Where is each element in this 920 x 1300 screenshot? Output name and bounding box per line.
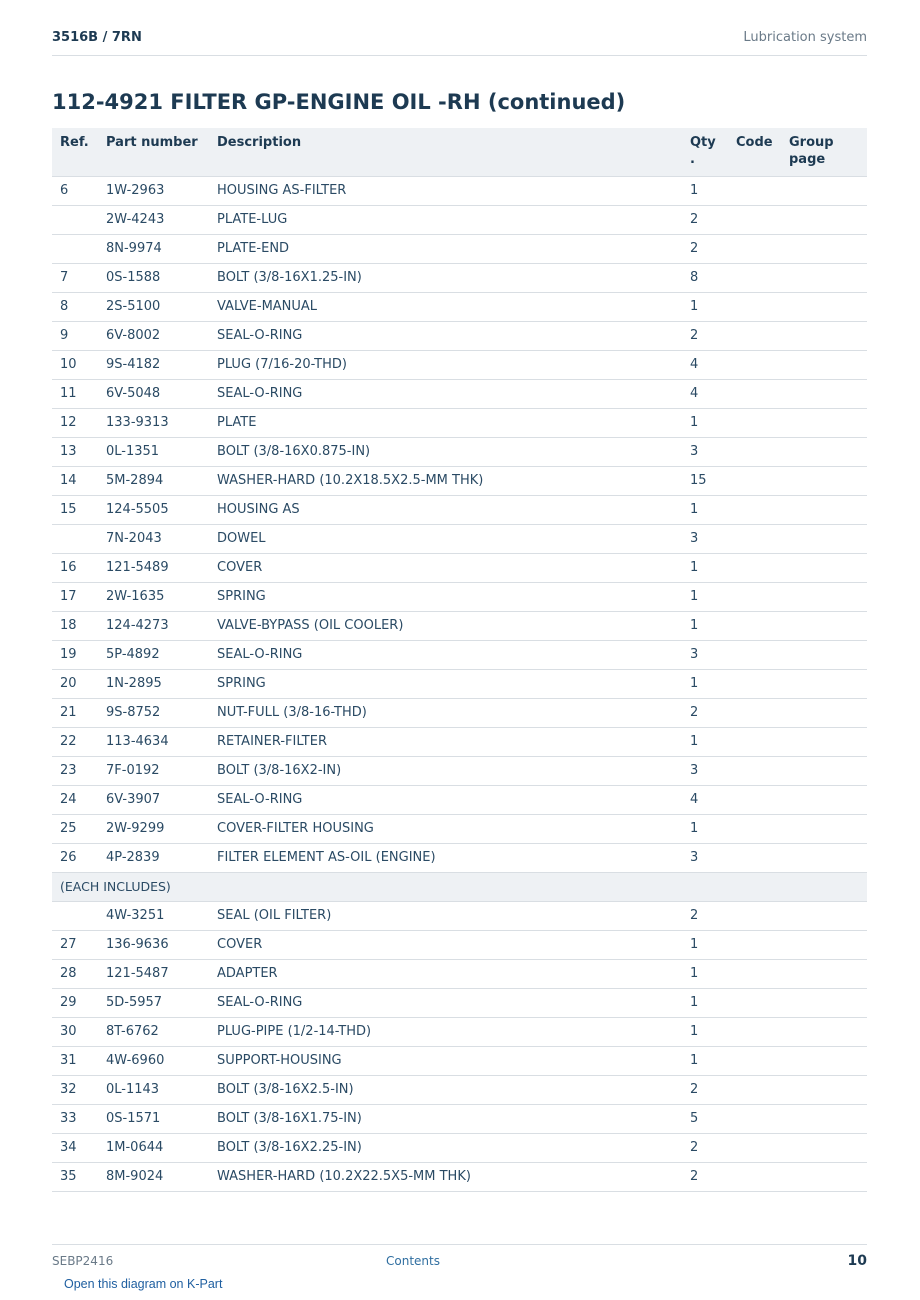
description-cell: PLATE-END: [209, 234, 682, 263]
ref-cell: 24: [52, 785, 98, 814]
qty-cell: 1: [682, 553, 728, 582]
qty-cell: 2: [682, 698, 728, 727]
description-cell: DOWEL: [209, 524, 682, 553]
group-page-cell: [781, 379, 867, 408]
description-cell: SPRING: [209, 669, 682, 698]
table-note-row: [52, 872, 867, 901]
code-cell: [728, 1075, 781, 1104]
ref-cell: [52, 205, 98, 234]
code-cell: [728, 698, 781, 727]
table-row: [52, 901, 867, 930]
code-cell: [728, 1046, 781, 1075]
ref-cell: 9: [52, 321, 98, 350]
group-page-cell: [781, 234, 867, 263]
group-page-cell: [781, 1046, 867, 1075]
code-cell: [728, 379, 781, 408]
group-page-cell: [781, 785, 867, 814]
group-page-cell: [781, 524, 867, 553]
code-cell: [728, 234, 781, 263]
ref-cell: 11: [52, 379, 98, 408]
code-cell: [728, 553, 781, 582]
table-row: [52, 263, 867, 292]
group-page-cell: [781, 495, 867, 524]
table-row: [52, 524, 867, 553]
code-cell: [728, 611, 781, 640]
ref-cell: 13: [52, 437, 98, 466]
ref-cell: 28: [52, 959, 98, 988]
description-cell: SEAL (OIL FILTER): [209, 901, 682, 930]
ref-cell: 19: [52, 640, 98, 669]
ref-cell: 23: [52, 756, 98, 785]
group-page-cell: [781, 843, 867, 872]
table-row: [52, 640, 867, 669]
code-cell: [728, 205, 781, 234]
ref-cell: 17: [52, 582, 98, 611]
group-page-cell: [781, 814, 867, 843]
table-header-row: [52, 128, 867, 176]
qty-cell: 8: [682, 263, 728, 292]
description-cell: BOLT (3/8-16X1.25-IN): [209, 263, 682, 292]
part-number-cell: 9S-8752: [98, 698, 209, 727]
group-page-cell: [781, 669, 867, 698]
group-page-cell: [781, 292, 867, 321]
ref-cell: 33: [52, 1104, 98, 1133]
qty-cell: 15: [682, 466, 728, 495]
description-cell: SEAL-O-RING: [209, 321, 682, 350]
table-row: [52, 582, 867, 611]
table-row: [52, 379, 867, 408]
group-page-cell: [781, 176, 867, 205]
group-page-cell: [781, 611, 867, 640]
col-header-part-number: Part number: [98, 128, 209, 176]
ref-cell: [52, 901, 98, 930]
qty-cell: 1: [682, 727, 728, 756]
code-cell: [728, 843, 781, 872]
code-cell: [728, 408, 781, 437]
code-cell: [728, 292, 781, 321]
ref-cell: 12: [52, 408, 98, 437]
group-page-cell: [781, 321, 867, 350]
ref-cell: 20: [52, 669, 98, 698]
part-number-cell: 113-4634: [98, 727, 209, 756]
qty-cell: 2: [682, 234, 728, 263]
part-number-cell: 6V-3907: [98, 785, 209, 814]
parts-table: [52, 128, 867, 1192]
model-label: 3516B / 7RN: [52, 30, 142, 45]
part-number-cell: 121-5489: [98, 553, 209, 582]
group-page-cell: [781, 263, 867, 292]
part-number-cell: 5M-2894: [98, 466, 209, 495]
description-cell: PLATE-LUG: [209, 205, 682, 234]
code-cell: [728, 321, 781, 350]
group-page-cell: [781, 1162, 867, 1191]
qty-cell: 1: [682, 611, 728, 640]
description-cell: BOLT (3/8-16X0.875-IN): [209, 437, 682, 466]
part-number-cell: 8N-9974: [98, 234, 209, 263]
title-suffix: (continued): [480, 90, 626, 114]
qty-cell: 3: [682, 756, 728, 785]
code-cell: [728, 727, 781, 756]
qty-cell: 1: [682, 930, 728, 959]
description-cell: NUT-FULL (3/8-16-THD): [209, 698, 682, 727]
group-page-cell: [781, 205, 867, 234]
ref-cell: 15: [52, 495, 98, 524]
ref-cell: 25: [52, 814, 98, 843]
kpart-diagram-link[interactable]: Open this diagram on K-Part: [64, 1277, 223, 1291]
table-row: [52, 1133, 867, 1162]
ref-cell: 32: [52, 1075, 98, 1104]
code-cell: [728, 263, 781, 292]
part-number-cell: 1W-2963: [98, 176, 209, 205]
code-cell: [728, 959, 781, 988]
table-row: [52, 437, 867, 466]
part-number-cell: 2W-1635: [98, 582, 209, 611]
qty-cell: 4: [682, 785, 728, 814]
part-number-cell: 0S-1588: [98, 263, 209, 292]
part-number-cell: 2W-9299: [98, 814, 209, 843]
description-cell: SEAL-O-RING: [209, 379, 682, 408]
description-cell: HOUSING AS: [209, 495, 682, 524]
table-row: [52, 176, 867, 205]
description-cell: PLUG-PIPE (1/2-14-THD): [209, 1017, 682, 1046]
part-number-cell: 0L-1143: [98, 1075, 209, 1104]
ref-cell: 7: [52, 263, 98, 292]
table-row: [52, 843, 867, 872]
part-number-cell: 8T-6762: [98, 1017, 209, 1046]
part-number-cell: 2W-4243: [98, 205, 209, 234]
description-cell: WASHER-HARD (10.2X22.5X5-MM THK): [209, 1162, 682, 1191]
group-page-cell: [781, 756, 867, 785]
qty-cell: 1: [682, 495, 728, 524]
table-row: [52, 988, 867, 1017]
ref-cell: 26: [52, 843, 98, 872]
code-cell: [728, 901, 781, 930]
qty-cell: 1: [682, 669, 728, 698]
ref-cell: 14: [52, 466, 98, 495]
code-cell: [728, 785, 781, 814]
table-row: [52, 1075, 867, 1104]
group-page-cell: [781, 698, 867, 727]
group-page-cell: [781, 1104, 867, 1133]
description-cell: VALVE-MANUAL: [209, 292, 682, 321]
table-row: [52, 669, 867, 698]
description-cell: COVER: [209, 930, 682, 959]
group-page-cell: [781, 1075, 867, 1104]
group-page-cell: [781, 466, 867, 495]
page-number: 10: [847, 1253, 867, 1269]
code-cell: [728, 1133, 781, 1162]
page-footer: [52, 1244, 867, 1274]
description-cell: COVER: [209, 553, 682, 582]
ref-cell: 6: [52, 176, 98, 205]
table-row: [52, 1046, 867, 1075]
group-page-cell: [781, 553, 867, 582]
code-cell: [728, 524, 781, 553]
section-label: Lubrication system: [743, 30, 867, 45]
description-cell: PLUG (7/16-20-THD): [209, 350, 682, 379]
part-number-cell: 7N-2043: [98, 524, 209, 553]
description-cell: SPRING: [209, 582, 682, 611]
code-cell: [728, 350, 781, 379]
code-cell: [728, 437, 781, 466]
table-row: [52, 698, 867, 727]
description-cell: VALVE-BYPASS (OIL COOLER): [209, 611, 682, 640]
part-number-cell: 4W-3251: [98, 901, 209, 930]
table-row: [52, 495, 867, 524]
code-cell: [728, 582, 781, 611]
table-row: [52, 234, 867, 263]
table-row: [52, 553, 867, 582]
table-row: [52, 785, 867, 814]
qty-cell: 2: [682, 205, 728, 234]
table-row: [52, 756, 867, 785]
part-number-cell: 6V-5048: [98, 379, 209, 408]
qty-cell: 2: [682, 1133, 728, 1162]
part-number-cell: 2S-5100: [98, 292, 209, 321]
qty-cell: 5: [682, 1104, 728, 1133]
qty-cell: 2: [682, 901, 728, 930]
qty-cell: 4: [682, 350, 728, 379]
part-number-cell: 5D-5957: [98, 988, 209, 1017]
part-number-cell: 1N-2895: [98, 669, 209, 698]
ref-cell: [52, 234, 98, 263]
code-cell: [728, 988, 781, 1017]
description-cell: SEAL-O-RING: [209, 785, 682, 814]
code-cell: [728, 466, 781, 495]
qty-cell: 4: [682, 379, 728, 408]
group-page-cell: [781, 1133, 867, 1162]
part-number-cell: 124-5505: [98, 495, 209, 524]
col-header-qty: Qty .: [682, 128, 728, 176]
table-row: [52, 1104, 867, 1133]
ref-cell: 35: [52, 1162, 98, 1191]
code-cell: [728, 756, 781, 785]
ref-cell: 21: [52, 698, 98, 727]
ref-cell: 34: [52, 1133, 98, 1162]
group-page-cell: [781, 930, 867, 959]
part-number-cell: 5P-4892: [98, 640, 209, 669]
description-cell: RETAINER-FILTER: [209, 727, 682, 756]
part-number-cell: 9S-4182: [98, 350, 209, 379]
code-cell: [728, 1104, 781, 1133]
group-page-cell: [781, 408, 867, 437]
col-header-ref: Ref.: [52, 128, 98, 176]
qty-cell: 1: [682, 176, 728, 205]
part-number-cell: 136-9636: [98, 930, 209, 959]
description-cell: SUPPORT-HOUSING: [209, 1046, 682, 1075]
description-cell: PLATE: [209, 408, 682, 437]
table-row: [52, 1017, 867, 1046]
group-page-cell: [781, 582, 867, 611]
description-cell: BOLT (3/8-16X2.25-IN): [209, 1133, 682, 1162]
qty-cell: 1: [682, 408, 728, 437]
part-number-cell: 4P-2839: [98, 843, 209, 872]
ref-cell: 16: [52, 553, 98, 582]
ref-cell: 10: [52, 350, 98, 379]
description-cell: FILTER ELEMENT AS-OIL (ENGINE): [209, 843, 682, 872]
note-cell: (EACH INCLUDES): [52, 872, 867, 901]
code-cell: [728, 640, 781, 669]
code-cell: [728, 814, 781, 843]
qty-cell: 1: [682, 988, 728, 1017]
table-row: [52, 466, 867, 495]
part-number-cell: 7F-0192: [98, 756, 209, 785]
group-page-cell: [781, 727, 867, 756]
qty-cell: 3: [682, 437, 728, 466]
group-page-cell: [781, 901, 867, 930]
code-cell: [728, 930, 781, 959]
parts-table-body: [52, 176, 867, 1191]
title-main: 112-4921 FILTER GP-ENGINE OIL -RH: [52, 90, 481, 114]
ref-cell: 18: [52, 611, 98, 640]
part-number-cell: 6V-8002: [98, 321, 209, 350]
table-row: [52, 321, 867, 350]
group-page-cell: [781, 1017, 867, 1046]
qty-cell: 2: [682, 1162, 728, 1191]
part-number-cell: 8M-9024: [98, 1162, 209, 1191]
table-row: [52, 408, 867, 437]
description-cell: SEAL-O-RING: [209, 988, 682, 1017]
group-page-cell: [781, 959, 867, 988]
code-cell: [728, 176, 781, 205]
table-row: [52, 205, 867, 234]
qty-cell: 1: [682, 1017, 728, 1046]
part-number-cell: 0S-1571: [98, 1104, 209, 1133]
qty-cell: 1: [682, 1046, 728, 1075]
table-row: [52, 727, 867, 756]
description-cell: SEAL-O-RING: [209, 640, 682, 669]
ref-cell: [52, 524, 98, 553]
ref-cell: 29: [52, 988, 98, 1017]
qty-cell: 2: [682, 321, 728, 350]
ref-cell: 30: [52, 1017, 98, 1046]
qty-cell: 1: [682, 959, 728, 988]
page-header: [52, 28, 867, 56]
code-cell: [728, 669, 781, 698]
contents-link[interactable]: Contents: [386, 1254, 440, 1268]
part-number-cell: 0L-1351: [98, 437, 209, 466]
description-cell: BOLT (3/8-16X1.75-IN): [209, 1104, 682, 1133]
group-page-cell: [781, 988, 867, 1017]
description-cell: BOLT (3/8-16X2.5-IN): [209, 1075, 682, 1104]
table-row: [52, 350, 867, 379]
part-number-cell: 121-5487: [98, 959, 209, 988]
description-cell: WASHER-HARD (10.2X18.5X2.5-MM THK): [209, 466, 682, 495]
document-id: SEBP2416: [52, 1254, 114, 1268]
table-row: [52, 814, 867, 843]
table-row: [52, 959, 867, 988]
ref-cell: 31: [52, 1046, 98, 1075]
qty-cell: 1: [682, 292, 728, 321]
qty-cell: 1: [682, 582, 728, 611]
group-page-cell: [781, 437, 867, 466]
qty-cell: 3: [682, 843, 728, 872]
group-page-cell: [781, 640, 867, 669]
table-row: [52, 292, 867, 321]
part-number-cell: 124-4273: [98, 611, 209, 640]
description-cell: HOUSING AS-FILTER: [209, 176, 682, 205]
description-cell: COVER-FILTER HOUSING: [209, 814, 682, 843]
part-number-cell: 1M-0644: [98, 1133, 209, 1162]
table-row: [52, 1162, 867, 1191]
code-cell: [728, 495, 781, 524]
col-header-code: Code: [728, 128, 781, 176]
col-header-description: Description: [209, 128, 682, 176]
qty-cell: 3: [682, 524, 728, 553]
qty-cell: 1: [682, 814, 728, 843]
part-number-cell: 133-9313: [98, 408, 209, 437]
qty-cell: 3: [682, 640, 728, 669]
table-row: [52, 930, 867, 959]
code-cell: [728, 1162, 781, 1191]
part-number-cell: 4W-6960: [98, 1046, 209, 1075]
ref-cell: 27: [52, 930, 98, 959]
page-title: [52, 90, 625, 114]
group-page-cell: [781, 350, 867, 379]
ref-cell: 22: [52, 727, 98, 756]
code-cell: [728, 1017, 781, 1046]
description-cell: BOLT (3/8-16X2-IN): [209, 756, 682, 785]
ref-cell: 8: [52, 292, 98, 321]
col-header-group-page: Group page: [781, 128, 867, 176]
table-row: [52, 611, 867, 640]
description-cell: ADAPTER: [209, 959, 682, 988]
qty-cell: 2: [682, 1075, 728, 1104]
